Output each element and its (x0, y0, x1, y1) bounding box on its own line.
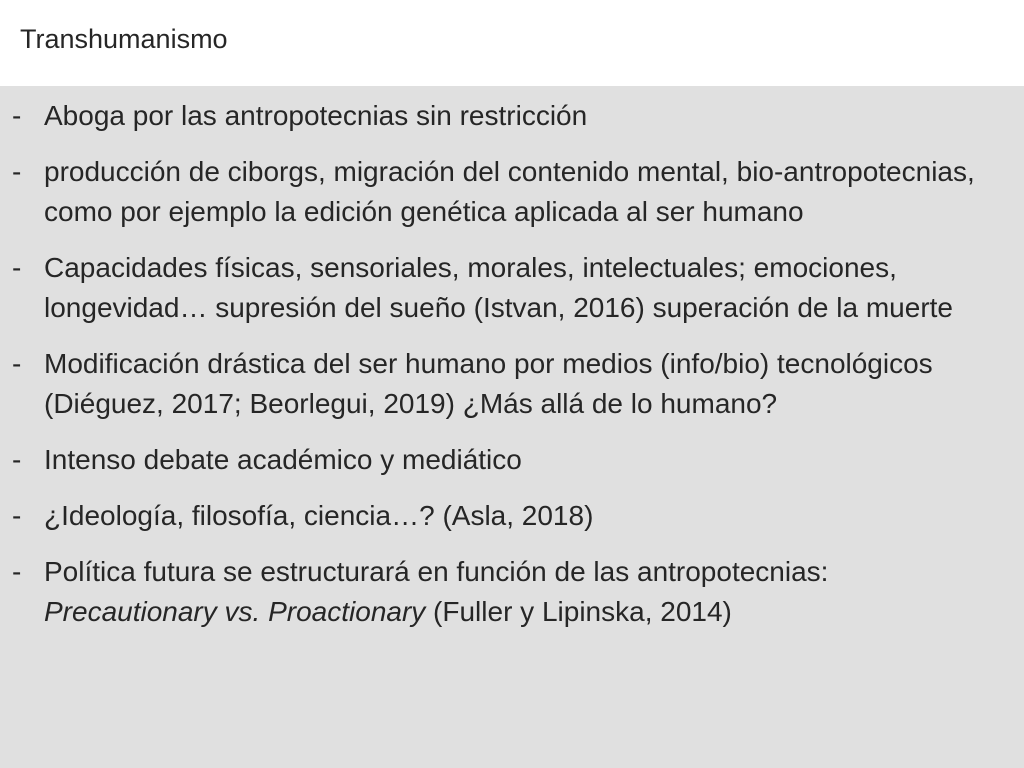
bullet-item (12, 96, 997, 136)
bullet-text: Política futura se estructurará en función de las antropotecnias: (44, 556, 829, 587)
bullet-item (12, 440, 997, 480)
bullet-item (12, 344, 997, 424)
slide-title: Transhumanismo (20, 24, 228, 54)
bullet-dash: - (12, 556, 22, 587)
slide-header (0, 0, 1024, 86)
bullet-citation-text: (Fuller y Lipinska, 2014) (425, 596, 732, 627)
bullet-dash: - (12, 100, 22, 131)
bullet-dash: - (12, 252, 22, 283)
bullet-dash: - (12, 348, 22, 379)
bullet-list (12, 96, 997, 648)
bullet-item (12, 248, 997, 328)
slide-content (0, 86, 1024, 768)
bullet-text: producción de ciborgs, migración del contenido mental, bio-antropotecnias, como por ejemplo la edición genética aplicada al ser humano (44, 156, 975, 227)
bullet-item (12, 152, 997, 232)
bullet-item (12, 496, 997, 536)
bullet-text: Capacidades físicas, sensoriales, morales, intelectuales; emociones, longevidad… supresión del sueño (Istvan, 2016) superación de la muerte (44, 252, 954, 323)
bullet-text: Aboga por las antropotecnias sin restricción (44, 100, 588, 131)
bullet-dash: - (12, 156, 22, 187)
bullet-text: Intenso debate académico y mediático (44, 444, 522, 475)
bullet-dash: - (12, 444, 22, 475)
bullet-text: Modificación drástica del ser humano por medios (info/bio) tecnológicos (Diéguez, 2017; Beorlegui, 2019) ¿Más allá de lo humano? (44, 348, 933, 419)
bullet-dash: - (12, 500, 22, 531)
bullet-text: ¿Ideología, filosofía, ciencia…? (Asla, 2018) (44, 500, 594, 531)
bullet-italic-text: Precautionary vs. Proactionary (44, 596, 426, 627)
bullet-item (12, 552, 997, 632)
